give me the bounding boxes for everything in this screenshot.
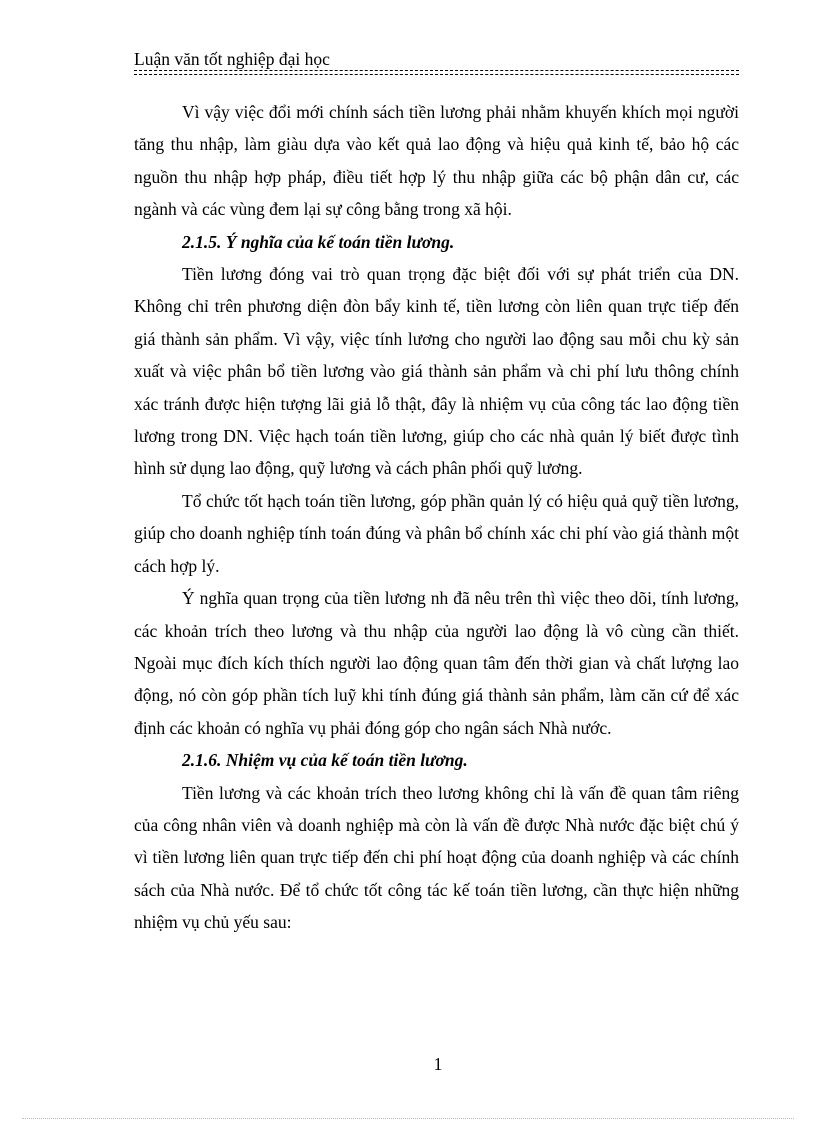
body-paragraph: Tiền lương và các khoản trích theo lương không chỉ là vấn đề quan tâm riêng của công nhân viên và doanh nghiệp mà còn là vấn đề được Nhà nước đặc biệt chú ý vì tiền lương liên quan trực tiếp đến chi phí hoạt động của doanh nghiệp và các chính sách của Nhà nước. Để tổ chức tốt công tác kế toán tiền lương, cần thực hiện những nhiệm vụ chủ yếu sau: [134,782,739,933]
section-heading: 2.1.6. Nhiệm vụ của kế toán tiền lương. [182,750,468,771]
header-divider [134,70,739,71]
running-header-title: Luận văn tốt nghiệp đại học [134,49,330,69]
page-number: 1 [433,1054,443,1074]
section-heading: 2.1.5. Ý nghĩa của kế toán tiền lương. [182,231,455,252]
page-bottom-divider [22,1118,794,1119]
body-paragraph: Tổ chức tốt hạch toán tiền lương, góp phần quản lý có hiệu quả quỹ tiền lương, giúp cho doanh nghiệp tính toán đúng và phân bổ chính xác chi phí vào giá thành một cách hợp lý. [134,490,739,576]
body-paragraph: Ý nghĩa quan trọng của tiền lương nh đã nêu trên thì việc theo dõi, tính lương, các khoản trích theo lương và thu nhập của người lao động là vô cùng cần thiết. Ngoài mục đích kích thích người lao động quan tâm đến thời gian và chất lượng lao động, nó còn góp phần tích luỹ khi tính đúng giá thành sản phẩm, làm căn cứ để xác định các khoản có nghĩa vụ phải đóng góp cho ngân sách Nhà nước. [134,588,739,738]
header-divider [134,74,739,75]
body-paragraph: Tiền lương đóng vai trò quan trọng đặc biệt đối với sự phát triển của DN. Không chỉ trên phương diện đòn bẩy kinh tế, tiền lương còn liên quan trực tiếp đến giá thành sản phẩm. Vì vậy, việc tính lương cho người lao động sau mỗi chu kỳ sản xuất và việc phân bổ tiền lương vào giá thành sản phẩm và chi phí lưu thông chính xác tránh được hiện tượng lãi giả lỗ thật, đây là nhiệm vụ của công tác lao động tiền lương trong DN. Việc hạch toán tiền lương, giúp cho các nhà quản lý biết được tình hình sử dụng lao động, quỹ lương và cách phân phối quỹ lương. [134,264,739,479]
document-body [134,96,739,939]
body-paragraph: Vì vậy việc đổi mới chính sách tiền lương phải nhằm khuyến khích mọi người tăng thu nhập, làm giàu dựa vào kết quả lao động và hiệu quả kinh tế, bảo hộ các nguồn thu nhập hợp pháp, điều tiết hợp lý thu nhập giữa các bộ phận dân cư, các ngành và các vùng đem lại sự công bằng trong xã hội. [134,102,739,220]
